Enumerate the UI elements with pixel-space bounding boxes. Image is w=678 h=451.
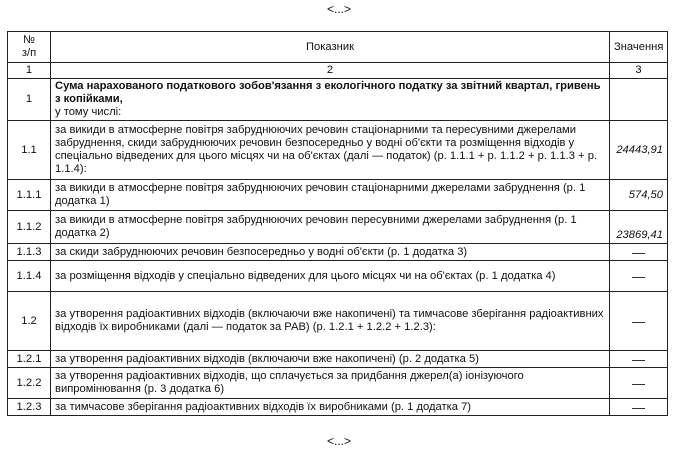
table-row bbox=[8, 244, 668, 261]
row-indicator: за розміщення відходів у спеціально відведених для цього місцях чи на об'єктах (р. 1 додатка 4) bbox=[51, 261, 610, 292]
row-indicator-text: у тому числі: bbox=[55, 106, 122, 118]
row-indicator-bold: Сума нарахованого податкового зобов'язання з екологічного податку за звітний квартал, гривень з копійками, bbox=[55, 80, 601, 105]
column-index-2: 2 bbox=[51, 63, 610, 79]
row-value: 574,50 bbox=[610, 180, 668, 211]
table-row bbox=[8, 180, 668, 211]
row-value-dash: — bbox=[610, 399, 668, 416]
header-number bbox=[8, 32, 51, 63]
row-value-dash: — bbox=[610, 292, 668, 351]
row-number: 1.1.2 bbox=[8, 211, 51, 244]
row-number: 1.1.1 bbox=[8, 180, 51, 211]
header-number-line2: з/п bbox=[21, 47, 37, 59]
table-row bbox=[8, 399, 668, 416]
ellipsis-top: <...> bbox=[326, 2, 352, 16]
table-row bbox=[8, 211, 668, 244]
table-header-row bbox=[8, 32, 668, 63]
row-number: 1.2.3 bbox=[8, 399, 51, 416]
row-number: 1.1 bbox=[8, 121, 51, 180]
header-indicator: Показник bbox=[51, 32, 610, 63]
header-number-line1: № bbox=[22, 34, 35, 46]
column-index-1: 1 bbox=[8, 63, 51, 79]
row-number: 1.2.2 bbox=[8, 368, 51, 399]
header-value: Значення bbox=[610, 32, 668, 63]
row-number: 1.1.3 bbox=[8, 244, 51, 261]
row-indicator: за викиди в атмосферне повітря забруднюючих речовин стаціонарними та пересувними джерелами забруднення, скиди забруднюючих речовин безпосередньо у водні об'єкти та розміщення відходів у спеціально відведених для цього місцях чи на об'єктах (далі — податок) (р. 1.1.1 + р. 1.1.2 + р. 1.1.3 + р. 1.1.4): bbox=[51, 121, 610, 180]
row-indicator: за викиди в атмосферне повітря забруднюючих речовин пересувними джерелами забруднення (р. 1 додатка 2) bbox=[51, 211, 610, 244]
row-number: 1.1.4 bbox=[8, 261, 51, 292]
table-row bbox=[8, 79, 668, 121]
row-value: 23869,41 bbox=[610, 211, 668, 244]
row-indicator: за утворення радіоактивних відходів (включаючи вже накопичені) (р. 2 додатка 5) bbox=[51, 351, 610, 368]
row-value-dash: — bbox=[610, 261, 668, 292]
row-indicator: за викиди в атмосферне повітря забруднюючих речовин стаціонарними джерелами забруднення (р. 1 додатка 1) bbox=[51, 180, 610, 211]
table-row bbox=[8, 368, 668, 399]
row-indicator: за скиди забруднюючих речовин безпосередньо у водні об'єкти (р. 1 додатка 3) bbox=[51, 244, 610, 261]
row-number: 1 bbox=[8, 79, 51, 121]
table-row bbox=[8, 121, 668, 180]
table-row bbox=[8, 261, 668, 292]
ellipsis-bottom: <...> bbox=[326, 434, 352, 448]
tax-liability-table bbox=[7, 31, 668, 416]
row-number: 1.2.1 bbox=[8, 351, 51, 368]
row-number: 1.2 bbox=[8, 292, 51, 351]
row-indicator bbox=[51, 79, 610, 121]
row-value: 24443,91 bbox=[610, 121, 668, 180]
row-value bbox=[610, 79, 668, 121]
row-value-dash: — bbox=[610, 244, 668, 261]
column-index-3: 3 bbox=[610, 63, 668, 79]
column-index-row bbox=[8, 63, 668, 79]
row-indicator: за тимчасове зберігання радіоактивних відходів їх виробниками (р. 1 додатка 7) bbox=[51, 399, 610, 416]
table-row bbox=[8, 351, 668, 368]
row-value-dash: — bbox=[610, 351, 668, 368]
row-indicator: за утворення радіоактивних відходів, що сплачується за придбання джерел(а) іонізуючого випромінювання (р. 3 додатка 6) bbox=[51, 368, 610, 399]
table-row bbox=[8, 292, 668, 351]
row-value-dash: — bbox=[610, 368, 668, 399]
row-indicator: за утворення радіоактивних відходів (включаючи вже накопичені) та тимчасове зберігання радіоактивних відходів їх виробниками (далі — податок за РАВ) (р. 1.2.1 + 1.2.2 + 1.2.3): bbox=[51, 292, 610, 351]
